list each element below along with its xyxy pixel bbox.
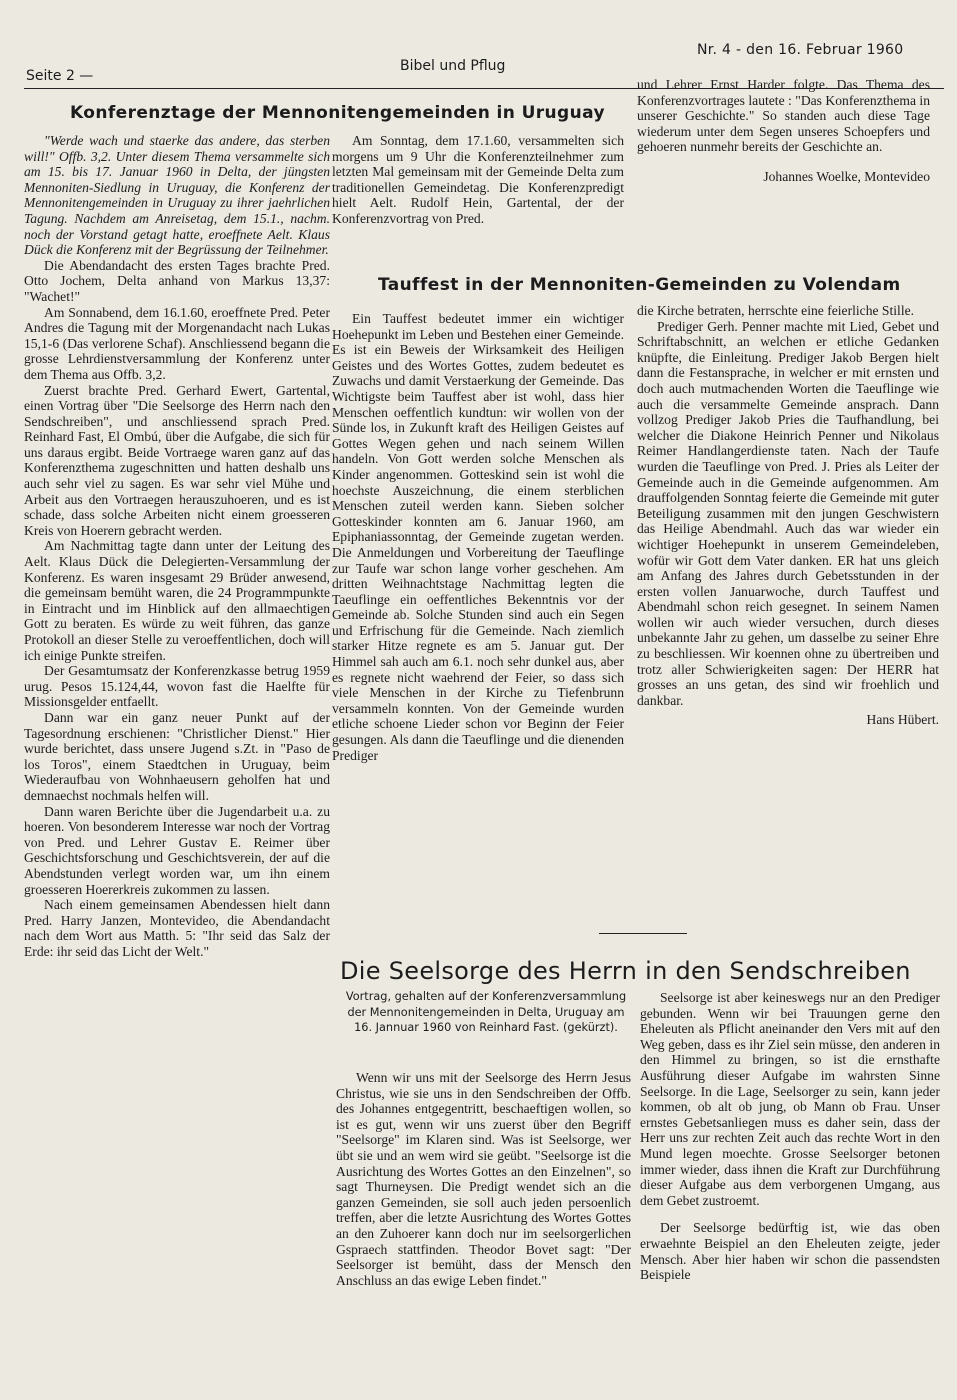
article-volendam-column-2 — [637, 303, 939, 728]
publication-name: Bibel und Pflug — [400, 58, 506, 74]
article-seelsorge-column-1 — [336, 1070, 631, 1288]
page-label: Seite 2 — — [26, 68, 94, 84]
article-volendam-column-1 — [332, 311, 624, 763]
paragraph: Ein Tauffest bedeutet immer ein wichtiger Hoehepunkt im Leben und Bestehen einer Gemeinde. Es ist ein Beweis der Wirksamkeit des Heiligen Geistes und des Wortes Gottes, zudem bedeutet es Zuwachs und damit Verstaerkung der Gemeinde. Das Wichtigste beim Tauffest aber ist wohl, dass hier Menschen oeffentlich kundtun: wir wollen von der Sünde los, in Zukunft kraft des Heiligen Geistes auf Gottes Wegen gehen und nach seinem Willen handeln. Von Gott werden solche Menschen als Kinder angenommen. Gotteskind sein ist wohl die hoechste Auszeichnung, die einem sterblichen Menschen zuteil werden kann. Sieben solcher Gotteskinder konnten am 6. Januar 1960, am Epiphaniassonntag, der Gemeinde zugetan werden. Die Anmeldungen und Vorbereitung der Taeuflinge zur Taufe war schon lange vorher geschehen. Am dritten Weihnachtstage Nachmittag legten die Taeuflinge ein oeffentliches Bekenntnis vor der Gemeinde ab. Solche Stunden sind auch ein Segen und Erfrischung für die Gemeinde. Nach ziemlich starker Hitze regnete es am 5. Januar gut. Der Himmel sah auch am 6.1. noch sehr dunkel aus, aber es regnete nicht waehrend der Feier, so dass sich viele Menschen in der Kirche zu Tiefenbrunn versammeln konnten. Von der Gemeinde wurden etliche schoene Lieder schon vor Beginn der Feier gesungen. Als dann die Taeuflinge und die dienenden Prediger — [332, 311, 624, 763]
paragraph: "Werde wach und staerke das andere, das sterben will!" Offb. 3,2. Unter diesem Thema versammelte sich am 15. bis 17. Januar 1960 in Delta, der jüngsten Mennoniten-Siedlung in Uruguay, die Konferenz der Mennonitengemeinden in Uruguay zu ihrer jaehrlichen Tagung. Nachdem am Anreisetag, dem 15.1., nachm. noch der Vorstand getagt hatte, eroeffnete Aelt. Klaus Dück die Konferenz mit der Begrüssung der Teilnehmer. — [24, 133, 330, 258]
paragraph: Der Gesamtumsatz der Konferenzkasse betrug 1959 urug. Pesos 15.124,44, wovon fast die Haelfte für Missionsgelder entfaellt. — [24, 663, 330, 710]
article-subheading: Vortrag, gehalten auf der Konferenzversammlung der Mennonitengemeinden in Delta, Uruguay am 16. Jannuar 1960 von Reinhard Fast. (gekürzt). — [345, 990, 627, 1035]
paragraph: Wenn wir uns mit der Seelsorge des Herrn Jesus Christus, wie sie uns in den Sendschreiben der Offb. des Johannes entgegentritt, beschaeftigen wollen, so ist es gut, wenn wir uns zuerst über den Begriff "Seelsorge" im Klaren sind. Was ist Seelsorge, wer übt sie und an wem wird sie geübt. "Seelsorge ist die Ausrichtung des Wortes Gottes an den Einzelnen", so sagt Thurneysen. Die Predigt wendet sich an die ganzen Gemeinden, sie soll auch jeden persoenlich treffen, aber die letzte Ausrichtung des Wortes Gottes an den Zuhoerer kann doch nur im seelsorgerlichen Gspraech stattfinden. Theodor Bovet sagt: "Der Seelsorger ist bemüht, dass der Mensch den Anschluss an das ewige Leben findet." — [336, 1070, 631, 1288]
paragraph: Am Sonnabend, dem 16.1.60, eroeffnete Pred. Peter Andres die Tagung mit der Morgenandacht nach Lukas 15,1-6 (Das verlorene Schaf). Anschliessend begann die grosse Lehrdienstversammlung der Konferenz unter dem Thema aus Offb. 3,2. — [24, 304, 330, 382]
paragraph: Der Seelsorge bedürftig ist, wie das oben erwaehnte Beispiel an den Eheleuten zeigte, jeder Mensch. Aber hier haben wir schon die passendsten Beispiele — [640, 1220, 940, 1283]
paragraph: Die Abendandacht des ersten Tages brachte Pred. Otto Jochem, Delta anhand von Markus 13,37: "Wachet!" — [24, 257, 330, 304]
paragraph: und Lehrer Ernst Harder folgte. Das Thema des Konferenzvortrages lautete : "Das Konferenzthema in unserer Geschichte." So standen auch diese Tage wiederum unter dem Segen unseres Schoepfers und gehoeren nunmehr bereits der Geschichte an. — [637, 77, 930, 155]
paragraph: Prediger Gerh. Penner machte mit Lied, Gebet und Schriftabschnitt, an welchen er etliche Gedanken knüpfte, die Einleitung. Prediger Jakob Bergen hielt dann die Festansprache, in welcher er mit ernsten und doch auch mutmachenden Worten die Taeuflinge wie auch die versammelte Gemeinde ansprach. Dann vollzog Prediger Jakob Pries die Taufhandlung, bei welcher die Diakone Heinrich Penner und Nikolaus Reimer Handlangerdienste taten. Nach der Taufe wurden die Taeuflinge von Pred. J. Pries als Leiter der Gemeinde auch in die Gemeinde aufgenommen. Am drauffolgenden Sonntag feierte die Gemeinde mit guter Beteiligung zusammen mit den jungen Geschwistern das Heilige Abendmahl. Auch das war wieder ein wichtiger Hoehepunkt in unserem Gemeindeleben, wofür wir Gott dem Vater danken. ER hat uns gleich am Anfang des Jahres durch Gebetsstunden in der ersten vollen Januarwoche, durch Tauffest und Abendmahl schon reich gesegnet. In seinem Namen wollen wir auch wieder versuchen, durch dieses unbekannte Jahr zu gehen, um dasselbe zu seiner Ehre zu beschliessen. Wir koennen ohne zu übertreiben und trotz aller Schwierigkeiten sagen: Der HERR hat grosses an uns getan, des sind wir froehlich und dankbar. — [637, 318, 939, 708]
paragraph: Am Sonntag, dem 17.1.60, versammelten sich morgens um 9 Uhr die Konferenzteilnehmer zum letzten Mal gemeinsam mit der Gemeinde Delta zum traditionellen Gemeindetag. Die Konferenzpredigt hielt Aelt. Rudolf Hein, Gartental, der der Konferenzvortrag von Pred. — [332, 133, 624, 226]
paragraph: Nach einem gemeinsamen Abendessen hielt dann Pred. Harry Janzen, Montevideo, die Abendandacht nach dem Wort aus Matth. 5: "Ihr seid das Salz der Erde: ihr seid das Licht der Welt." — [24, 897, 330, 959]
issue-date: Nr. 4 - den 16. Februar 1960 — [697, 42, 904, 58]
article-uruguay-column-1 — [24, 133, 330, 959]
paragraph: die Kirche betraten, herrschte eine feierliche Stille. — [637, 303, 915, 318]
paragraph: Dann war ein ganz neuer Punkt auf der Tagesordnung erschienen: "Christlicher Dienst." Hier wurde berichtet, dass unsere Jugend s.Zt. in "Paso de los Toros", einem Staedtchen in Uruguay, beim Wiederaufbau von Wohnhaeusern geholfen hat und demnaechst nochmals helfen will. — [24, 709, 330, 803]
article-title-seelsorge: Die Seelsorge des Herrn in den Sendschreiben — [340, 957, 911, 985]
paragraph: Dann waren Berichte über die Jugendarbeit u.a. zu hoeren. Von besonderem Interesse war noch der Vortrag von Pred. und Lehrer Gustav E. Reimer über Geschichtsforschung und Geschichtsverein, der auf die Abendstunden verlegt worden war, um ihn einem groesseren Hoererkreis zukommen zu lassen. — [24, 803, 330, 897]
paragraph: Seelsorge ist aber keineswegs nur an den Prediger gebunden. Wenn wir bei Trauungen gerne den Eheleuten als Pflicht aneinander den Vers mit auf den Weg geben, dass es ihr Ziel sein müsse, den anderen in den Himmel zu bringen, so ist die ernsthafte Ausführung dieser Aufgabe im wahrsten Sinne Seelsorge. In die Lage, Seelsorger zu sein, kann jeder kommen, ob alt ob jung, ob Mann ob Frau. Unser ernstes Gebetsanliegen muss es daher sein, dass der Herr uns zur rechten Zeit auch das rechte Wort in den Mund legen moechte. Grosse Seelsorger betonen immer wieder, dass ihnen die Kraft zur Durchführung dieser Aufgabe aus dem verborgenen Umgang, aus dem Gebet zustroemt. — [640, 990, 940, 1208]
article-uruguay-column-2 — [332, 133, 624, 227]
paragraph: Zuerst brachte Pred. Gerhard Ewert, Gartental, einen Vortrag über "Die Seelsorge des Herrn nach den Sendschreiben", und anschliessend sprach Pred. Reinhard Fast, El Ombú, über die Aufgabe, die sich für uns daraus ergibt. Beide Vortraege waren ganz auf das Konferenzthema zugeschnitten und hatten deshalb uns auch sehr viel zu sagen. Es war sehr viel Mühe und Arbeit aus den Vortraegen herauszuhoeren, und es ist schade, dass solche Arbeiten nicht einem groesseren Kreis von Hoerern gebracht werden. — [24, 382, 330, 538]
author-signature: Hans Hübert. — [866, 712, 939, 728]
article-uruguay-column-3 — [637, 77, 930, 185]
author-signature: Johannes Woelke, Montevideo — [763, 168, 930, 184]
section-divider — [599, 933, 687, 934]
article-seelsorge-column-2 — [640, 990, 940, 1283]
paragraph: Am Nachmittag tagte dann unter der Leitung des Aelt. Klaus Dück die Delegierten-Versammlung der Konferenz. Es waren insgesamt 29 Brüder anwesend, die gemeinsam bemüht waren, die 24 Programmpunkte in Eintracht und im Hinblick auf den allmaechtigen Gott zu beraten. Es würde zu weit führen, das ganze Protokoll an dieser Stelle zu veroeffentlichen, doch will ich einige Punkte streifen. — [24, 538, 330, 663]
article-title-uruguay: Konferenztage der Mennonitengemeinden in Uruguay — [70, 103, 605, 123]
article-title-volendam: Tauffest in der Mennoniten-Gemeinden zu Volendam — [378, 275, 901, 295]
